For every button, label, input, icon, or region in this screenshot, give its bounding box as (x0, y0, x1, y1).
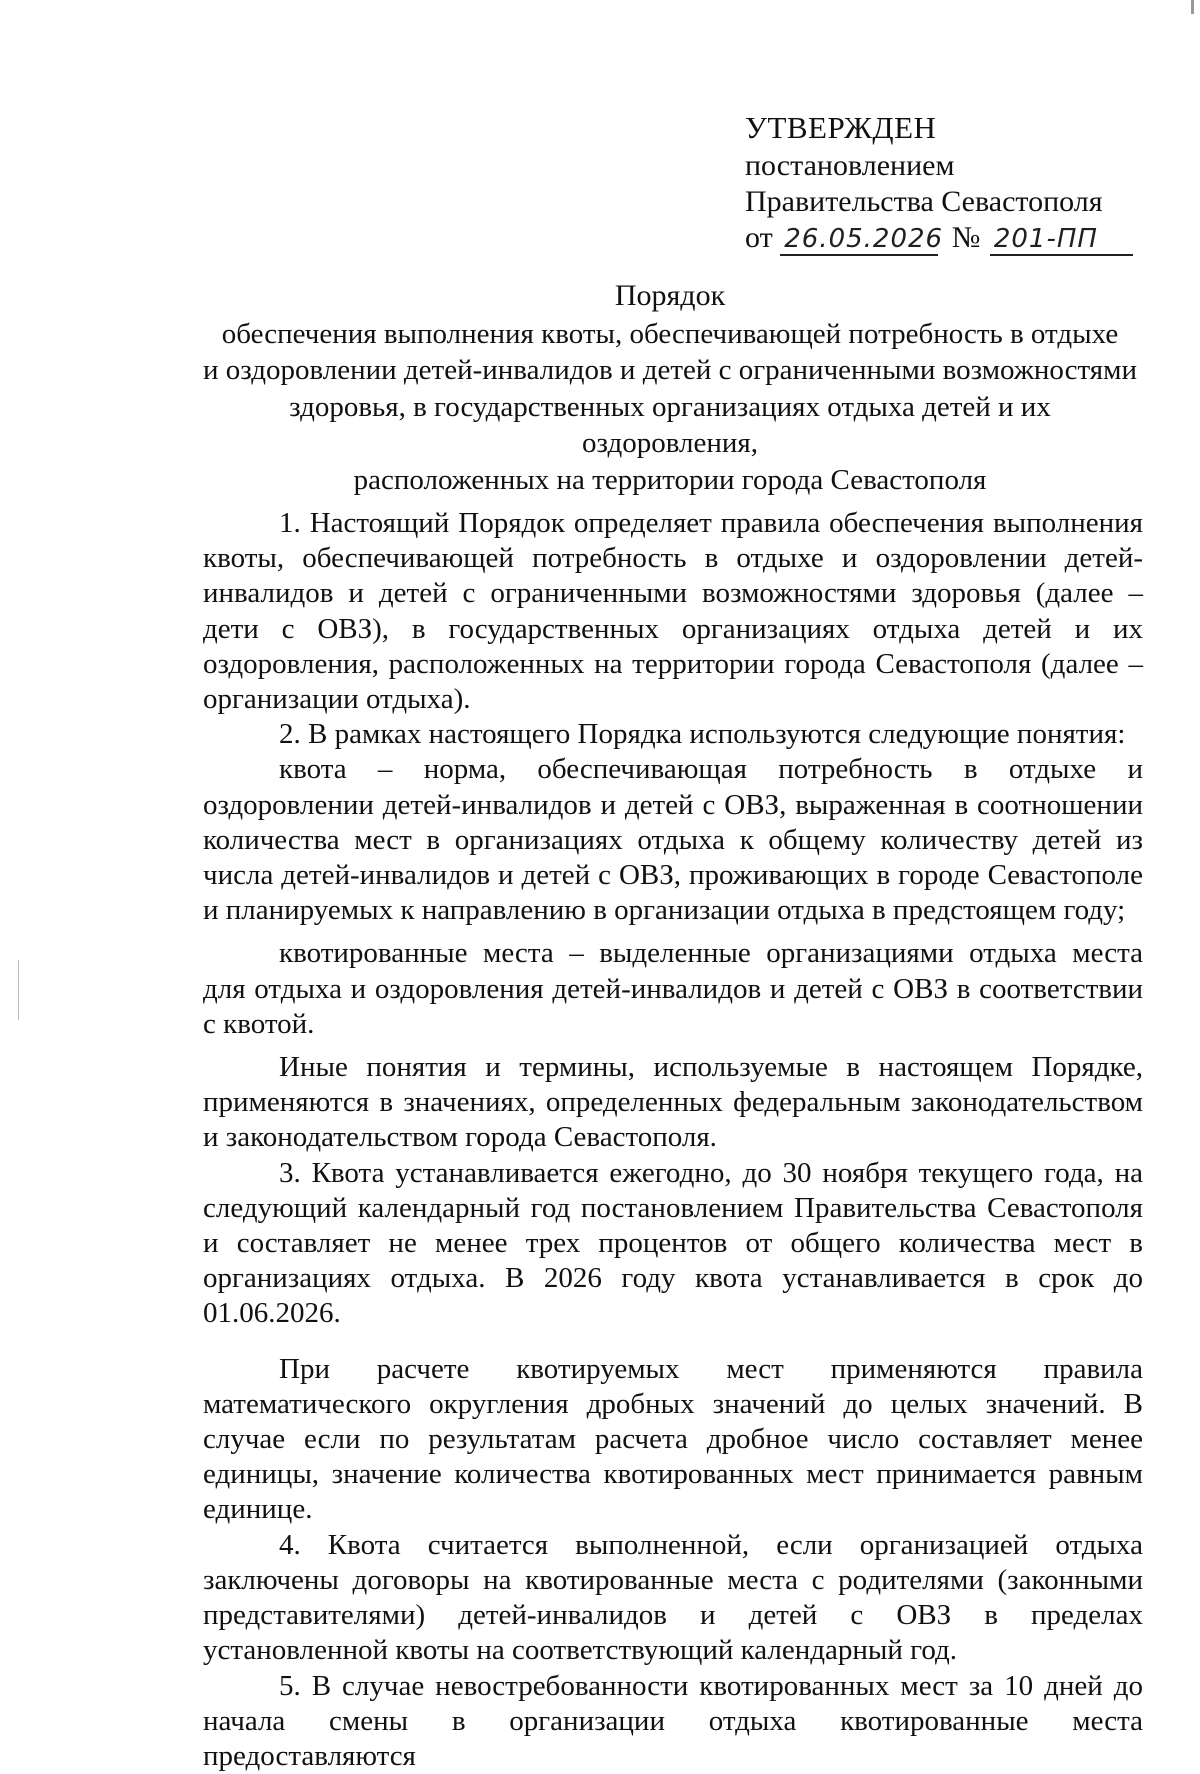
paragraph-5: 5. В случае невостребованности квотированных мест за 10 дней до начала смены в организации отдыха квотированные места предоставляются (203, 1669, 1143, 1774)
document-body (203, 506, 1143, 1774)
approval-heading: УТВЕРЖДЕН (745, 110, 1165, 146)
approval-line-2: Правительства Севастополя (745, 184, 1165, 220)
paragraph-quota-places-definition: квотированные места – выделенные организациями отдыха места для отдыха и оздоровления детей-инвалидов и детей с ОВЗ в соответствии с квотой. (203, 936, 1143, 1042)
paragraph-quota-definition: квота – норма, обеспечивающая потребность в отдыхе и оздоровлении детей-инвалидов и детей с ОВЗ, выраженная в соотношении количества мест в организациях отдыха к общему количеству детей из числа детей-инвалидов и детей с ОВЗ, проживающих в городе Севастополе и планируемых к направлению в организации отдыха в предстоящем году; (203, 752, 1143, 928)
number-sign: № (952, 221, 981, 254)
approval-block (745, 110, 1165, 256)
paragraph-rounding: При расчете квотируемых мест применяются правила математического округления дробных значений до целых значений. В случае если по результатам расчета дробное число составляет менее единицы, значение количества квотированных мест принимается равным единице. (203, 1352, 1143, 1528)
paragraph-other-terms: Иные понятия и термины, используемые в настоящем Порядке, применяются в значениях, определенных федеральным законодательством и законодательством города Севастополя. (203, 1050, 1143, 1156)
title-heading: Порядок (200, 278, 1140, 315)
title-line-1: обеспечения выполнения квоты, обеспечивающей потребность в отдыхе (200, 316, 1140, 353)
document-title (200, 278, 1140, 498)
date-prefix: от (745, 221, 773, 254)
title-line-2: и оздоровлении детей-инвалидов и детей с ограниченными возможностями (200, 352, 1140, 389)
paragraph-4: 4. Квота считается выполненной, если организацией отдыха заключены договоры на квотированные места с родителями (законными представителями) детей-инвалидов и детей с ОВЗ в пределах установленной квоты на соответствующий календарный год. (203, 1528, 1143, 1669)
approval-line-1: постановлением (745, 148, 1165, 184)
handwritten-number: 201-ПП (990, 224, 1133, 256)
scan-artifact (1191, 0, 1194, 14)
title-line-4: расположенных на территории города Севастополя (200, 462, 1140, 499)
handwritten-date: 26.05.2026 (780, 224, 938, 256)
scan-edge-artifact (18, 960, 19, 1020)
paragraph-3: 3. Квота устанавливается ежегодно, до 30 ноября текущего года, на следующий календарный год постановлением Правительства Севастополя и составляет не менее трех процентов от общего количества мест в организациях отдыха. В 2026 году квота устанавливается в срок до 01.06.2026. (203, 1156, 1143, 1332)
title-line-3: здоровья, в государственных организациях отдыха детей и их оздоровления, (200, 389, 1140, 462)
approval-date-line (745, 220, 1165, 256)
paragraph-2: 2. В рамках настоящего Порядка используются следующие понятия: (203, 717, 1143, 752)
paragraph-1: 1. Настоящий Порядок определяет правила обеспечения выполнения квоты, обеспечивающей потребность в отдыхе и оздоровлении детей-инвалидов и детей с ограниченными возможностями здоровья (далее – дети с ОВЗ), в государственных организациях отдыха детей и их оздоровления, расположенных на территории города Севастополя (далее – организации отдыха). (203, 506, 1143, 717)
